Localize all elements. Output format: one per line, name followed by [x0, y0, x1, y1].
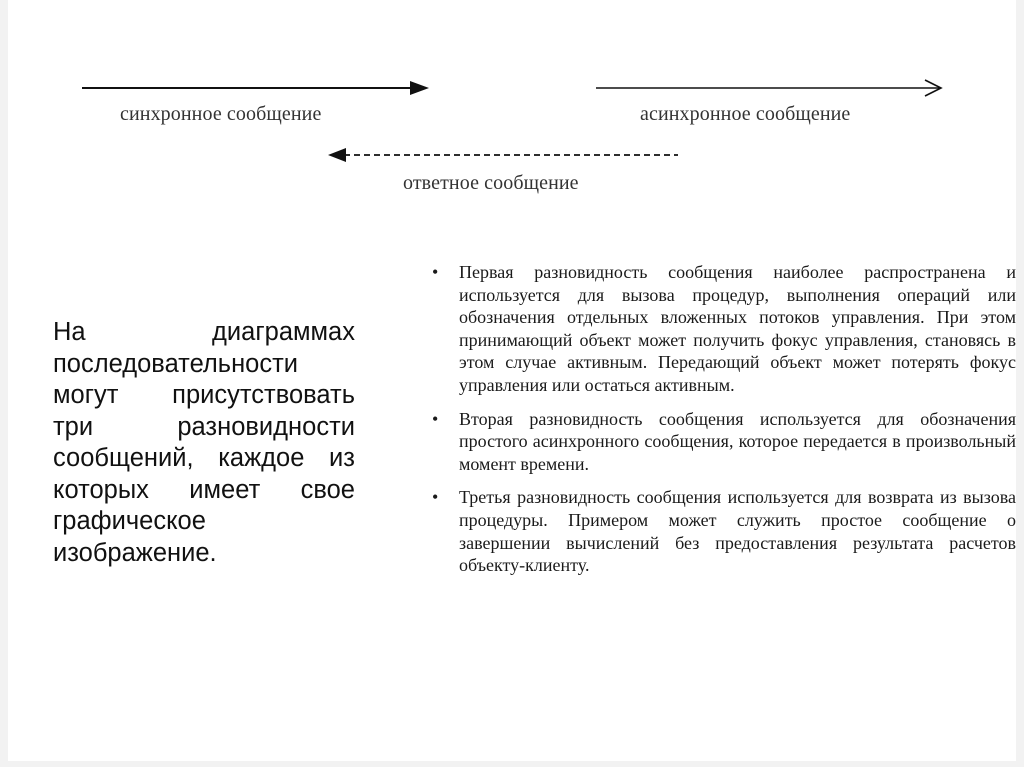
bullet-item	[432, 486, 1016, 576]
async-message-arrow	[596, 80, 941, 96]
reply-message-arrow	[328, 148, 678, 162]
bullet-text: Вторая разновидность сообщения используется для обозначения простого асинхронного сообщения, которое передается в произвольный момент времени.	[459, 408, 1016, 474]
async-message-label: асинхронное сообщение	[640, 103, 851, 125]
bullet-item	[432, 408, 1016, 476]
bullet-item	[432, 261, 1016, 397]
sync-message-arrow	[82, 81, 429, 95]
bullet-dot-icon: •	[432, 262, 439, 282]
bullet-dot-icon: •	[432, 487, 439, 508]
bullet-dot-icon: •	[432, 408, 439, 429]
bullet-list	[432, 261, 1016, 588]
bullet-text: Первая разновидность сообщения наиболее распространена и используется для вызова процедур, выполнения операций или обозначения отдельных вложенных потоков управления. При этом принимающий объект может получить фокус управления, становясь в этом случае активным. Передающий объект может потерять фокус управления или остаться активным.	[459, 262, 1016, 395]
intro-paragraph: На диаграммах последовательности могут присутствовать три разновидности сообщений, каждое из которых имеет свое графическое изображение.	[53, 318, 355, 567]
frame-bottom-edge	[0, 761, 1024, 767]
sync-message-label: синхронное сообщение	[120, 103, 322, 125]
reply-message-label: ответное сообщение	[403, 172, 579, 194]
bullet-text: Третья разновидность сообщения используется для возврата из вызова процедуры. Примером может служить простое сообщение о завершении вычислений без предоставления результата расчетов объекту-клиенту.	[459, 487, 1016, 576]
